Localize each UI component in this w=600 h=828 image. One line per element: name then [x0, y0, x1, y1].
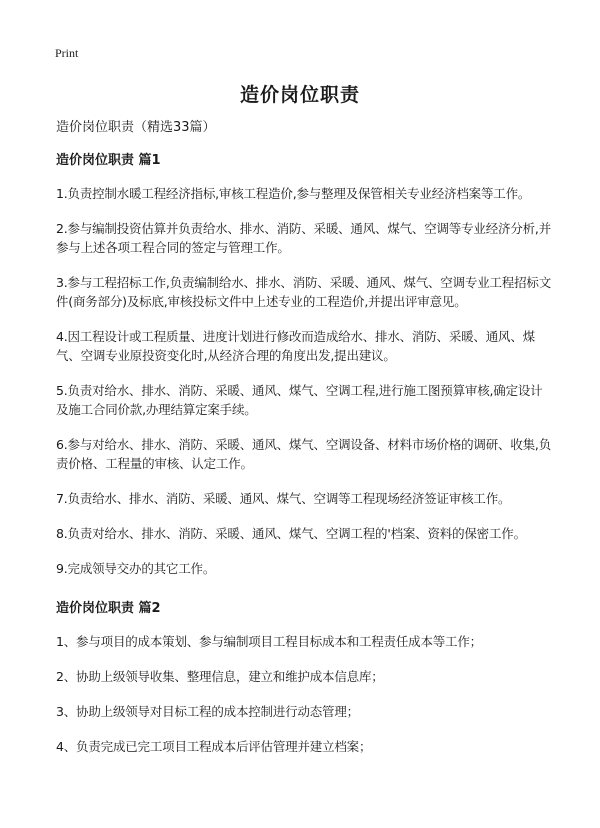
duty-item: 2、协助上级领导收集、整理信息，建立和维护成本信息库；	[56, 669, 384, 684]
duty-item: 1、参与项目的成本策划、参与编制项目工程目标成本和工程责任成本等工作；	[56, 634, 482, 649]
duty-item: 3、协助上级领导对目标工程的成本控制进行动态管理；	[56, 704, 359, 719]
duty-item: 4、负责完成已完工项目工程成本后评估管理并建立档案；	[56, 739, 372, 754]
duty-item: 7.负责给水、排水、消防、采暖、通风、煤气、空调等工程现场经济签证审核工作。	[56, 491, 511, 506]
duty-item: 2.参与编制投资估算并负责给水、排水、消防、采暖、通风、煤气、空调等专业经济分析,并参与上述各项工程合同的签定与管理工作。	[56, 221, 552, 255]
document-title: 造价岗位职责	[239, 84, 360, 106]
print-label: Print	[55, 46, 79, 60]
duty-item: 6.参与对给水、排水、消防、采暖、通风、煤气、空调设备、材料市场价格的调研、收集,负责价格、工程量的审核、认定工作。	[56, 437, 552, 471]
document-subtitle: 造价岗位职责（精选33篇）	[56, 120, 216, 135]
document-body	[56, 119, 552, 772]
section-heading: 造价岗位职责 篇1	[56, 153, 161, 168]
duty-item: 9.完成领导交办的其它工作。	[56, 561, 216, 576]
section-heading: 造价岗位职责 篇2	[56, 601, 161, 616]
duty-item: 1.负责控制水暖工程经济指标,审核工程造价,参与整理及保管相关专业经济档案等工作。	[56, 186, 531, 201]
duty-item: 3.参与工程招标工作,负责编制给水、排水、消防、采暖、通风、煤气、空调专业工程招标文件(商务部分)及标底,审核投标文件中上述专业的工程造价,并提出评审意见。	[56, 275, 552, 309]
duty-item: 8.负责对给水、排水、消防、采暖、通风、煤气、空调工程的'档案、资料的保密工作。	[56, 526, 526, 541]
duty-item: 5.负责对给水、排水、消防、采暖、通风、煤气、空调工程,进行施工图预算审核,确定设计及施工合同价款,办理结算定案手续。	[56, 383, 543, 417]
duty-item: 4.因工程设计或工程质量、进度计划进行修改而造成给水、排水、消防、采暖、通风、煤气、空调专业原投资变化时,从经济合理的角度出发,提出建议。	[56, 329, 535, 363]
